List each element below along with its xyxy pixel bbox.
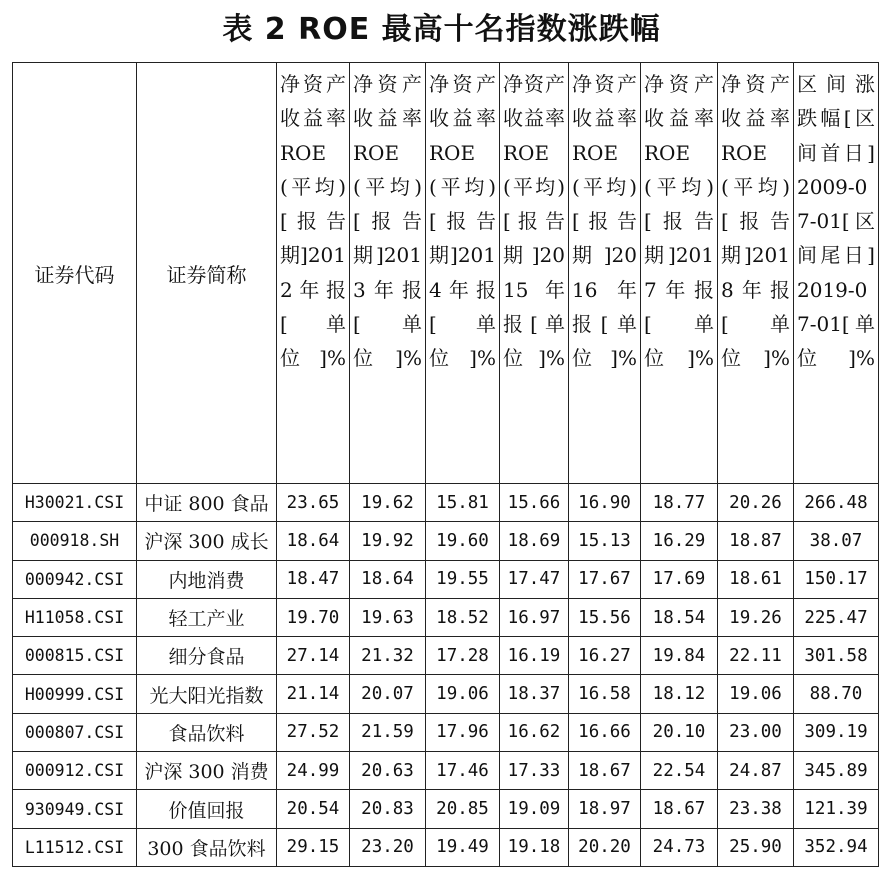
cell-security-code: 000912.CSI bbox=[13, 752, 137, 790]
cell-roe-2017: 22.54 bbox=[641, 752, 718, 790]
cell-roe-2013: 21.59 bbox=[350, 713, 426, 751]
cell-roe-2013: 19.62 bbox=[350, 484, 426, 522]
table-row bbox=[13, 560, 879, 598]
table-body bbox=[13, 484, 879, 867]
cell-roe-2013: 20.07 bbox=[350, 675, 426, 713]
cell-security-name: 内地消费 bbox=[137, 560, 277, 598]
table-header-row bbox=[13, 63, 879, 484]
cell-security-name: 中证 800 食品 bbox=[137, 484, 277, 522]
table-row bbox=[13, 484, 879, 522]
cell-roe-2014: 17.96 bbox=[426, 713, 500, 751]
cell-roe-2017: 20.10 bbox=[641, 713, 718, 751]
header-roe-2018: 净资产收益率ROE(平均)[报告期]2018年报[单位]% bbox=[718, 63, 794, 484]
cell-security-name: 光大阳光指数 bbox=[137, 675, 277, 713]
cell-roe-2017: 24.73 bbox=[641, 828, 718, 866]
cell-security-code: 930949.CSI bbox=[13, 790, 137, 828]
cell-security-code: 000807.CSI bbox=[13, 713, 137, 751]
cell-roe-2015: 16.97 bbox=[500, 598, 569, 636]
cell-roe-2016: 15.56 bbox=[569, 598, 641, 636]
cell-roe-2014: 19.06 bbox=[426, 675, 500, 713]
cell-security-code: H11058.CSI bbox=[13, 598, 137, 636]
roe-index-table bbox=[12, 62, 879, 867]
cell-security-name: 300 食品饮料 bbox=[137, 828, 277, 866]
cell-roe-2015: 15.66 bbox=[500, 484, 569, 522]
cell-roe-2017: 18.77 bbox=[641, 484, 718, 522]
cell-roe-2013: 19.63 bbox=[350, 598, 426, 636]
cell-security-name: 细分食品 bbox=[137, 637, 277, 675]
cell-roe-2012: 24.99 bbox=[277, 752, 350, 790]
cell-roe-2013: 19.92 bbox=[350, 522, 426, 560]
cell-roe-2013: 20.83 bbox=[350, 790, 426, 828]
cell-roe-2017: 17.69 bbox=[641, 560, 718, 598]
cell-interval-change: 88.70 bbox=[794, 675, 879, 713]
cell-roe-2013: 21.32 bbox=[350, 637, 426, 675]
cell-security-name: 食品饮料 bbox=[137, 713, 277, 751]
table-row bbox=[13, 637, 879, 675]
cell-roe-2012: 20.54 bbox=[277, 790, 350, 828]
cell-security-name: 轻工产业 bbox=[137, 598, 277, 636]
cell-roe-2017: 18.67 bbox=[641, 790, 718, 828]
cell-roe-2017: 18.54 bbox=[641, 598, 718, 636]
cell-security-code: H30021.CSI bbox=[13, 484, 137, 522]
cell-roe-2015: 17.33 bbox=[500, 752, 569, 790]
cell-roe-2015: 16.62 bbox=[500, 713, 569, 751]
cell-roe-2013: 20.63 bbox=[350, 752, 426, 790]
cell-roe-2014: 17.28 bbox=[426, 637, 500, 675]
cell-roe-2017: 16.29 bbox=[641, 522, 718, 560]
cell-interval-change: 121.39 bbox=[794, 790, 879, 828]
header-roe-2014: 净资产收益率ROE(平均)[报告期]2014年报[单位]% bbox=[426, 63, 500, 484]
cell-roe-2014: 18.52 bbox=[426, 598, 500, 636]
cell-security-name: 沪深 300 成长 bbox=[137, 522, 277, 560]
cell-roe-2016: 16.66 bbox=[569, 713, 641, 751]
cell-roe-2013: 23.20 bbox=[350, 828, 426, 866]
cell-roe-2012: 18.47 bbox=[277, 560, 350, 598]
cell-interval-change: 225.47 bbox=[794, 598, 879, 636]
table-row bbox=[13, 598, 879, 636]
cell-roe-2014: 19.49 bbox=[426, 828, 500, 866]
cell-roe-2014: 15.81 bbox=[426, 484, 500, 522]
cell-roe-2015: 16.19 bbox=[500, 637, 569, 675]
cell-roe-2016: 18.97 bbox=[569, 790, 641, 828]
cell-roe-2012: 19.70 bbox=[277, 598, 350, 636]
table-row bbox=[13, 713, 879, 751]
cell-roe-2016: 16.90 bbox=[569, 484, 641, 522]
cell-security-name: 价值回报 bbox=[137, 790, 277, 828]
header-roe-2015: 净资产收益率ROE(平均)[报告期]2015年报[单位]% bbox=[500, 63, 569, 484]
table-row bbox=[13, 790, 879, 828]
cell-interval-change: 266.48 bbox=[794, 484, 879, 522]
cell-interval-change: 309.19 bbox=[794, 713, 879, 751]
cell-interval-change: 352.94 bbox=[794, 828, 879, 866]
cell-roe-2015: 18.37 bbox=[500, 675, 569, 713]
cell-roe-2018: 20.26 bbox=[718, 484, 794, 522]
cell-roe-2012: 23.65 bbox=[277, 484, 350, 522]
cell-roe-2014: 19.55 bbox=[426, 560, 500, 598]
cell-roe-2018: 23.00 bbox=[718, 713, 794, 751]
cell-roe-2012: 27.52 bbox=[277, 713, 350, 751]
cell-roe-2014: 17.46 bbox=[426, 752, 500, 790]
table-row bbox=[13, 522, 879, 560]
cell-interval-change: 150.17 bbox=[794, 560, 879, 598]
cell-interval-change: 38.07 bbox=[794, 522, 879, 560]
table-row bbox=[13, 675, 879, 713]
cell-roe-2016: 15.13 bbox=[569, 522, 641, 560]
cell-roe-2018: 22.11 bbox=[718, 637, 794, 675]
header-roe-2017: 净资产收益率ROE(平均)[报告期]2017年报[单位]% bbox=[641, 63, 718, 484]
cell-roe-2016: 16.27 bbox=[569, 637, 641, 675]
cell-roe-2012: 29.15 bbox=[277, 828, 350, 866]
cell-security-name: 沪深 300 消费 bbox=[137, 752, 277, 790]
cell-roe-2012: 21.14 bbox=[277, 675, 350, 713]
cell-interval-change: 345.89 bbox=[794, 752, 879, 790]
table-row bbox=[13, 752, 879, 790]
header-roe-2013: 净资产收益率ROE(平均)[报告期]2013年报[单位]% bbox=[350, 63, 426, 484]
cell-security-code: 000918.SH bbox=[13, 522, 137, 560]
cell-roe-2016: 16.58 bbox=[569, 675, 641, 713]
cell-roe-2018: 24.87 bbox=[718, 752, 794, 790]
cell-roe-2014: 19.60 bbox=[426, 522, 500, 560]
table-title: 表 2 ROE 最高十名指数涨跌幅 bbox=[222, 12, 661, 47]
cell-roe-2013: 18.64 bbox=[350, 560, 426, 598]
header-security-name: 证券简称 bbox=[137, 63, 277, 484]
header-security-code: 证券代码 bbox=[13, 63, 137, 484]
cell-interval-change: 301.58 bbox=[794, 637, 879, 675]
cell-roe-2015: 19.18 bbox=[500, 828, 569, 866]
cell-roe-2016: 18.67 bbox=[569, 752, 641, 790]
cell-security-code: H00999.CSI bbox=[13, 675, 137, 713]
cell-roe-2015: 18.69 bbox=[500, 522, 569, 560]
cell-security-code: 000815.CSI bbox=[13, 637, 137, 675]
cell-roe-2015: 17.47 bbox=[500, 560, 569, 598]
cell-roe-2017: 19.84 bbox=[641, 637, 718, 675]
cell-roe-2017: 18.12 bbox=[641, 675, 718, 713]
cell-security-code: 000942.CSI bbox=[13, 560, 137, 598]
cell-roe-2018: 25.90 bbox=[718, 828, 794, 866]
table-row bbox=[13, 828, 879, 866]
header-interval-change: 区间涨跌幅[区间首日]2009-07-01[区间尾日]2019-07-01[单位]% bbox=[794, 63, 879, 484]
cell-roe-2012: 27.14 bbox=[277, 637, 350, 675]
cell-security-code: L11512.CSI bbox=[13, 828, 137, 866]
cell-roe-2018: 19.06 bbox=[718, 675, 794, 713]
cell-roe-2018: 23.38 bbox=[718, 790, 794, 828]
cell-roe-2016: 17.67 bbox=[569, 560, 641, 598]
cell-roe-2018: 18.61 bbox=[718, 560, 794, 598]
cell-roe-2014: 20.85 bbox=[426, 790, 500, 828]
cell-roe-2012: 18.64 bbox=[277, 522, 350, 560]
header-roe-2016: 净资产收益率ROE(平均)[报告期]2016年报[单位]% bbox=[569, 63, 641, 484]
header-roe-2012: 净资产收益率ROE(平均)[报告期]2012年报[单位]% bbox=[277, 63, 350, 484]
cell-roe-2018: 18.87 bbox=[718, 522, 794, 560]
cell-roe-2018: 19.26 bbox=[718, 598, 794, 636]
cell-roe-2016: 20.20 bbox=[569, 828, 641, 866]
cell-roe-2015: 19.09 bbox=[500, 790, 569, 828]
